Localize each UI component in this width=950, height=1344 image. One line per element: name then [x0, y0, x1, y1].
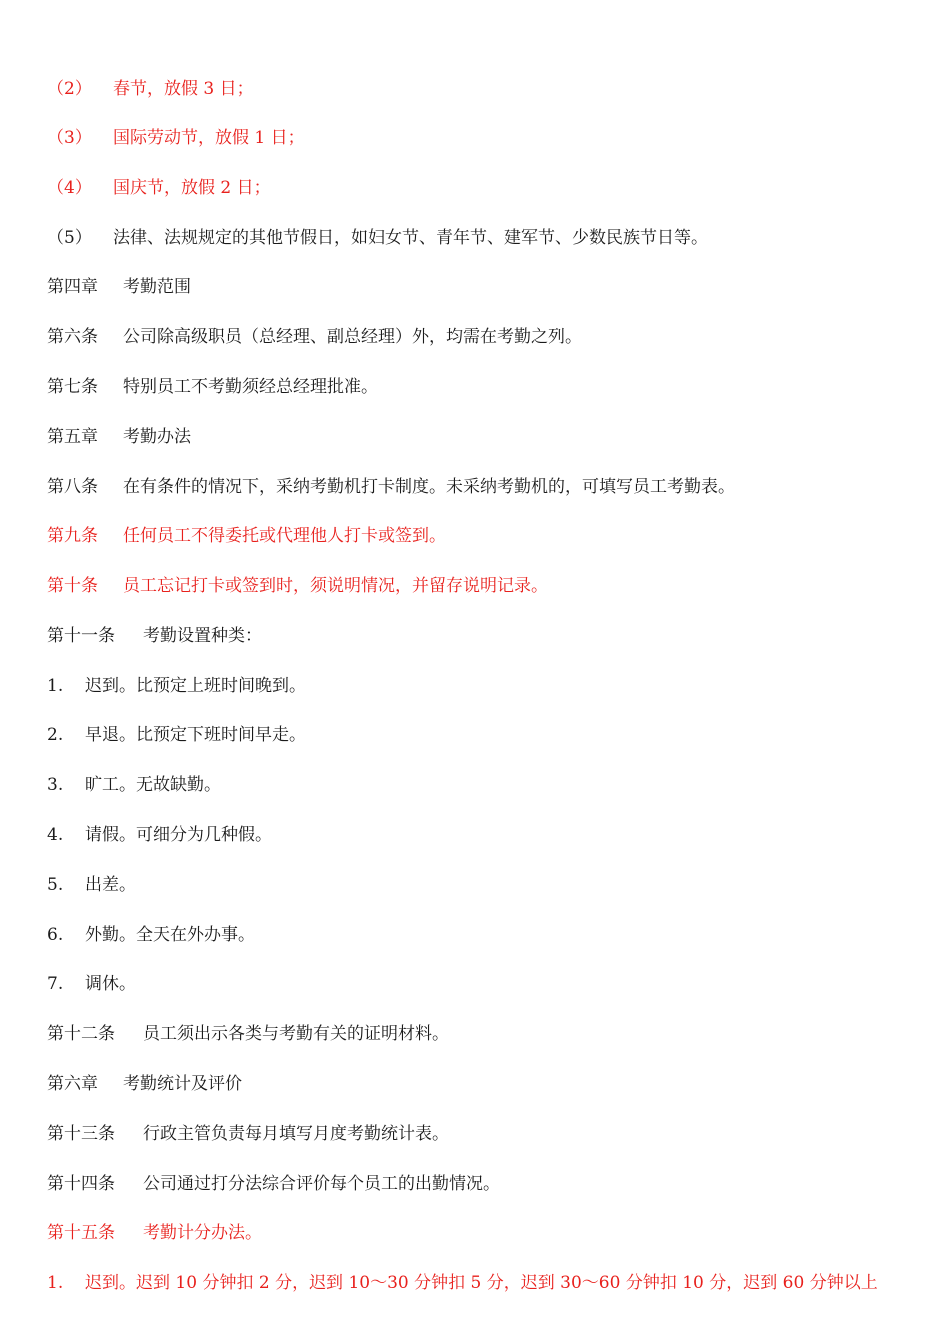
article-8 [47, 473, 735, 501]
article-marker: 第十四条 [47, 1174, 115, 1194]
list-text: 旷工。无故缺勤。 [85, 775, 221, 795]
list-marker: 1. [47, 676, 64, 696]
article-text: 员工忘记打卡或签到时，须说明情况，并留存说明记录。 [123, 576, 548, 596]
article-9 [47, 522, 446, 550]
holiday-item-4 [47, 174, 271, 202]
list-marker: 3. [47, 775, 64, 795]
item-text: 法律、法规规定的其他节假日，如妇女节、青年节、建军节、少数民族节日等。 [113, 228, 708, 248]
chapter-title: 考勤范围 [123, 277, 191, 297]
list-text: 调休。 [85, 974, 136, 994]
list-item-2 [47, 721, 306, 749]
chapter-title: 考勤统计及评价 [123, 1074, 242, 1094]
list-text: 迟到。迟到 10 分钟扣 2 分，迟到 10～30 分钟扣 5 分，迟到 30～60 分钟扣 10 分，迟到 60 分钟以上 [85, 1273, 878, 1293]
list-text: 迟到。比预定上班时间晚到。 [85, 676, 306, 696]
article-marker: 第十二条 [47, 1024, 115, 1044]
chapter-4-heading [47, 273, 191, 301]
item-text: 国际劳动节，放假 1 日； [113, 128, 305, 148]
list-text: 请假。可细分为几种假。 [85, 825, 272, 845]
chapter-5-heading [47, 423, 191, 451]
article-text: 公司除高级职员（总经理、副总经理）外，均需在考勤之列。 [123, 327, 582, 347]
article-text: 考勤计分办法。 [143, 1223, 262, 1243]
list-item-3 [47, 771, 221, 799]
article-7 [47, 373, 378, 401]
item-text: 春节，放假 3 日； [113, 79, 254, 99]
list-item-7 [47, 970, 136, 998]
article-marker: 第六条 [47, 327, 98, 347]
article-text: 行政主管负责每月填写月度考勤统计表。 [143, 1124, 449, 1144]
list-text: 外勤。全天在外办事。 [85, 925, 255, 945]
article-text: 任何员工不得委托或代理他人打卡或签到。 [123, 526, 446, 546]
article-14 [47, 1170, 500, 1198]
item-marker: （5） [47, 228, 92, 248]
item-marker: （2） [47, 79, 92, 99]
article-15 [47, 1219, 262, 1247]
article-10 [47, 572, 548, 600]
article-13 [47, 1120, 449, 1148]
item-text: 国庆节，放假 2 日； [113, 178, 271, 198]
article-marker: 第十三条 [47, 1124, 115, 1144]
article-text: 员工须出示各类与考勤有关的证明材料。 [143, 1024, 449, 1044]
list-item-6 [47, 921, 255, 949]
article-6 [47, 323, 582, 351]
article-text: 特别员工不考勤须经总经理批准。 [123, 377, 378, 397]
chapter-marker: 第六章 [47, 1074, 98, 1094]
article-marker: 第十五条 [47, 1223, 115, 1243]
article-text: 在有条件的情况下，采纳考勤机打卡制度。未采纳考勤机的，可填写员工考勤表。 [123, 477, 735, 497]
article-marker: 第十条 [47, 576, 98, 596]
holiday-item-2 [47, 75, 254, 103]
article-text: 公司通过打分法综合评价每个员工的出勤情况。 [143, 1174, 500, 1194]
list-marker: 7. [47, 974, 64, 994]
article-marker: 第七条 [47, 377, 98, 397]
chapter-marker: 第四章 [47, 277, 98, 297]
list-marker: 6. [47, 925, 64, 945]
holiday-item-5 [47, 224, 708, 252]
article-11 [47, 622, 262, 650]
article-marker: 第八条 [47, 477, 98, 497]
list-text: 早退。比预定下班时间早走。 [85, 725, 306, 745]
list-marker: 4. [47, 825, 64, 845]
list-marker: 5. [47, 875, 64, 895]
list-text: 出差。 [85, 875, 136, 895]
list-item-4 [47, 821, 272, 849]
item-marker: （4） [47, 178, 92, 198]
article-marker: 第十一条 [47, 626, 115, 646]
list-marker: 2. [47, 725, 64, 745]
chapter-6-heading [47, 1070, 242, 1098]
article-marker: 第九条 [47, 526, 98, 546]
chapter-title: 考勤办法 [123, 427, 191, 447]
article-12 [47, 1020, 449, 1048]
list-item-5 [47, 871, 136, 899]
chapter-marker: 第五章 [47, 427, 98, 447]
item-marker: （3） [47, 128, 92, 148]
holiday-item-3 [47, 124, 305, 152]
scoring-item-1 [47, 1269, 878, 1297]
list-item-1 [47, 672, 306, 700]
article-text: 考勤设置种类： [143, 626, 262, 646]
list-marker: 1. [47, 1273, 64, 1293]
